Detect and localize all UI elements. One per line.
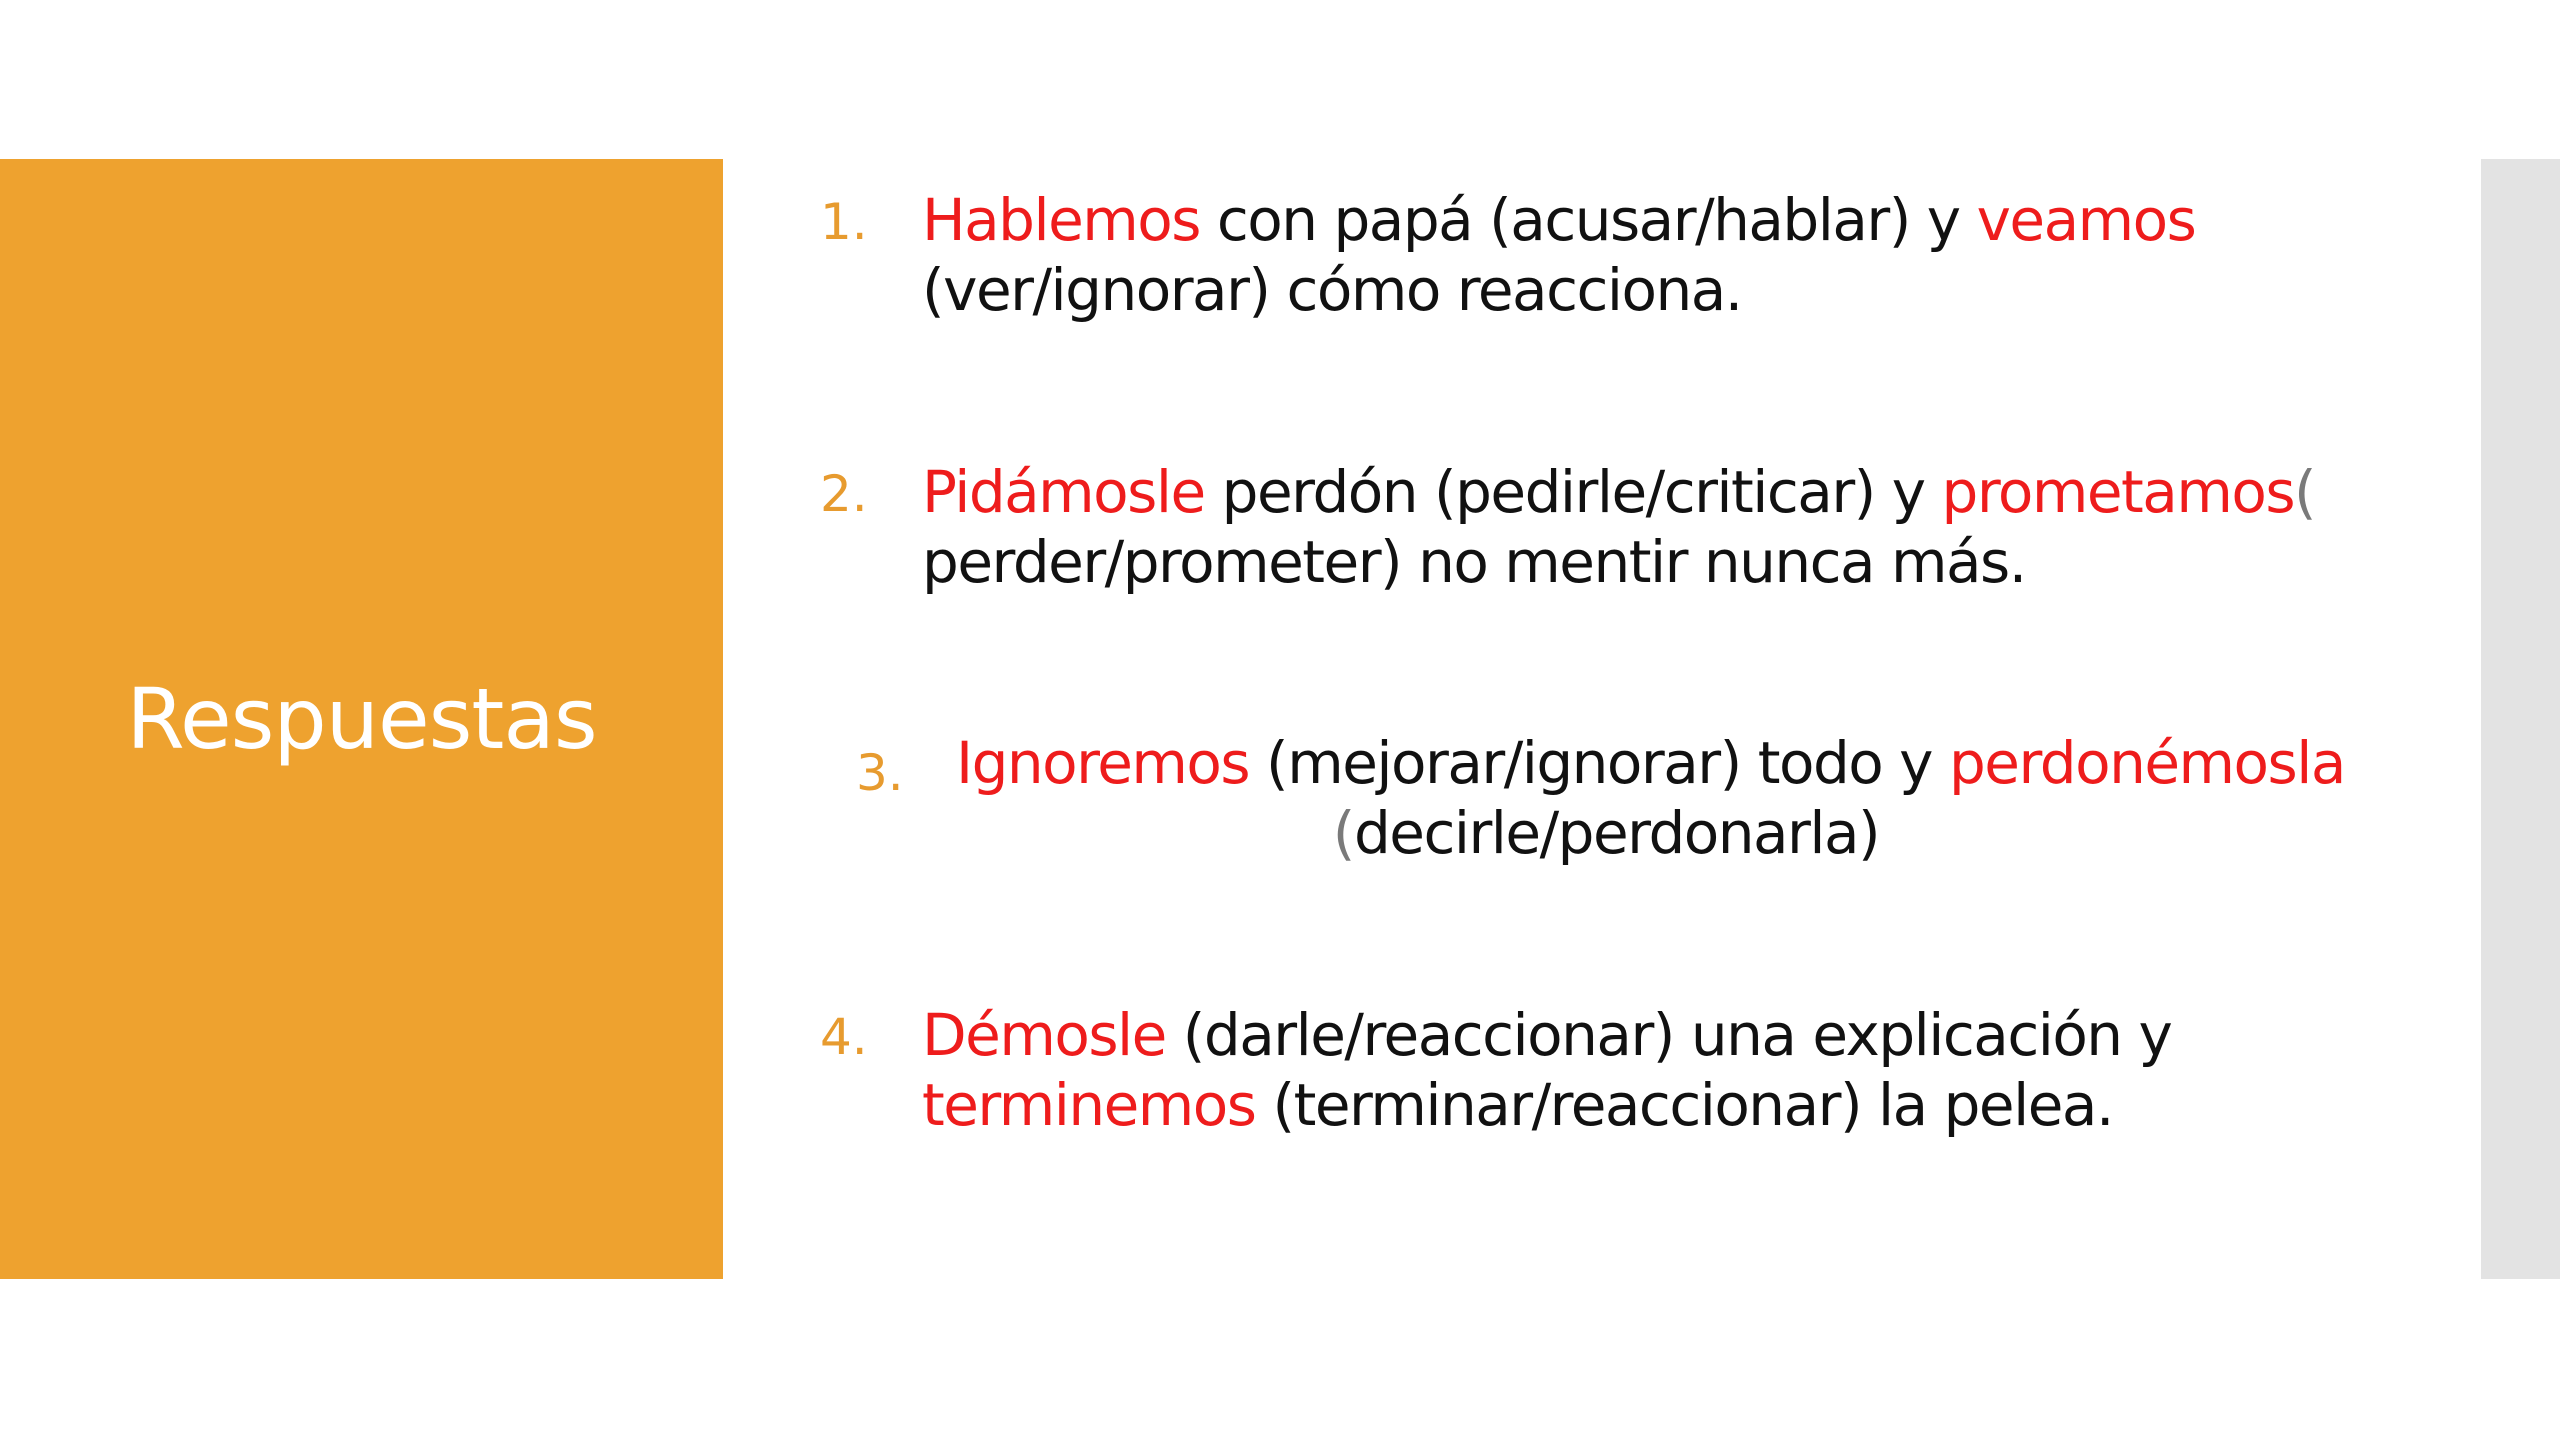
- answer-verb: veamos: [1976, 186, 2196, 254]
- answer-verb: Hablemos: [922, 186, 1200, 254]
- title-panel: [0, 159, 723, 1279]
- answer-verb: perdonémosla: [1948, 729, 2345, 797]
- sentence-fragment: decirle/perdonarla): [1353, 799, 1880, 867]
- sentence-fragment: con papá (acusar/hablar) y: [1199, 186, 1977, 254]
- item-text: [922, 185, 2362, 325]
- item-number: 3.: [856, 744, 904, 802]
- item-text: [956, 728, 2345, 868]
- item-text: [922, 1000, 2362, 1140]
- side-strip: [2481, 159, 2560, 1279]
- parenthesis: (: [2294, 458, 2316, 526]
- answer-verb: Démosle: [922, 1001, 1166, 1069]
- parenthesis: (: [1332, 799, 1354, 867]
- sentence-fragment: (darle/reaccionar) una explicación y: [1165, 1001, 2172, 1069]
- item-number: 1.: [820, 193, 868, 251]
- answer-verb: terminemos: [922, 1071, 1256, 1139]
- slide-title: Respuestas: [126, 670, 597, 768]
- sentence-fragment: perder/prometer) no mentir nunca más.: [922, 528, 2026, 596]
- item-number: 4.: [820, 1008, 868, 1066]
- item-number: 2.: [820, 465, 868, 523]
- sentence-fragment: (terminar/reaccionar) la pelea.: [1255, 1071, 2113, 1139]
- sentence-fragment: perdón (pedirle/criticar) y: [1204, 458, 1942, 526]
- item-text: [922, 457, 2362, 597]
- answer-verb: prometamos: [1941, 458, 2295, 526]
- answer-verb: Pidámosle: [922, 458, 1205, 526]
- sentence-fragment: (mejorar/ignorar) todo y: [1249, 729, 1949, 797]
- sentence-fragment: (ver/ignorar) cómo reacciona.: [922, 256, 1742, 324]
- answer-verb: Ignoremos: [956, 729, 1250, 797]
